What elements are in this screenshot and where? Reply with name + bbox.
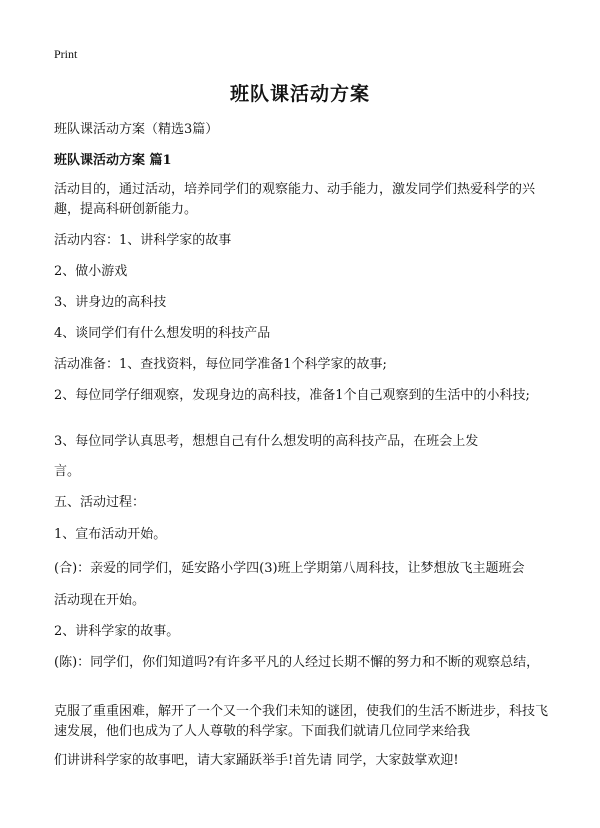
subtitle: 班队课活动方案（精选3篇） — [54, 122, 219, 137]
paragraph: 2、做小游戏 — [54, 264, 128, 279]
print-label: Print — [54, 47, 78, 61]
paragraph: 克服了重重困难，解开了一个又一个我们未知的谜团，使我们的生活不断进步，科技飞速发展，他们也成为了人人尊敬的科学家。下面我们就请几位同学来给我 — [54, 704, 549, 739]
paragraph: 活动目的，通过活动，培养同学们的观察能力、动手能力，激发同学们热爱科学的兴趣，提高科研创新能力。 — [54, 182, 536, 217]
paragraph: 2、讲科学家的故事。 — [54, 624, 180, 639]
paragraph: 3、讲身边的高科技 — [54, 295, 167, 310]
paragraph: 们讲讲科学家的故事吧，请大家踊跃举手!首先请 同学，大家鼓掌欢迎! — [54, 753, 459, 768]
paragraph: (合)：亲爱的同学们，延安路小学四(3)班上学期第八周科技，让梦想放飞主题班会 — [54, 561, 525, 576]
paragraph: 活动准备：1、查找资料，每位同学准备1个科学家的故事; — [54, 357, 387, 372]
paragraph: (陈)：同学们，你们知道吗?有许多平凡的人经过长期不懈的努力和不断的观察总结， — [54, 655, 540, 670]
paragraph: 4、谈同学们有什么想发明的科技产品 — [54, 326, 271, 341]
paragraph: 五、活动过程： — [54, 495, 146, 510]
paragraph: 言。 — [54, 464, 81, 479]
paragraph: 活动内容：1、讲科学家的故事 — [54, 233, 232, 248]
section-heading: 班队课活动方案 篇1 — [54, 153, 172, 168]
paragraph: 1、宣布活动开始。 — [54, 527, 167, 542]
paragraph: 2、每位同学仔细观察，发现身边的高科技，准备1个自己观察到的生活中的小科技; — [54, 388, 530, 403]
page-title: 班队课活动方案 — [229, 83, 370, 105]
paragraph: 3、每位同学认真思考，想想自己有什么想发明的高科技产品，在班会上发 — [54, 434, 479, 449]
paragraph: 活动现在开始。 — [54, 593, 146, 608]
